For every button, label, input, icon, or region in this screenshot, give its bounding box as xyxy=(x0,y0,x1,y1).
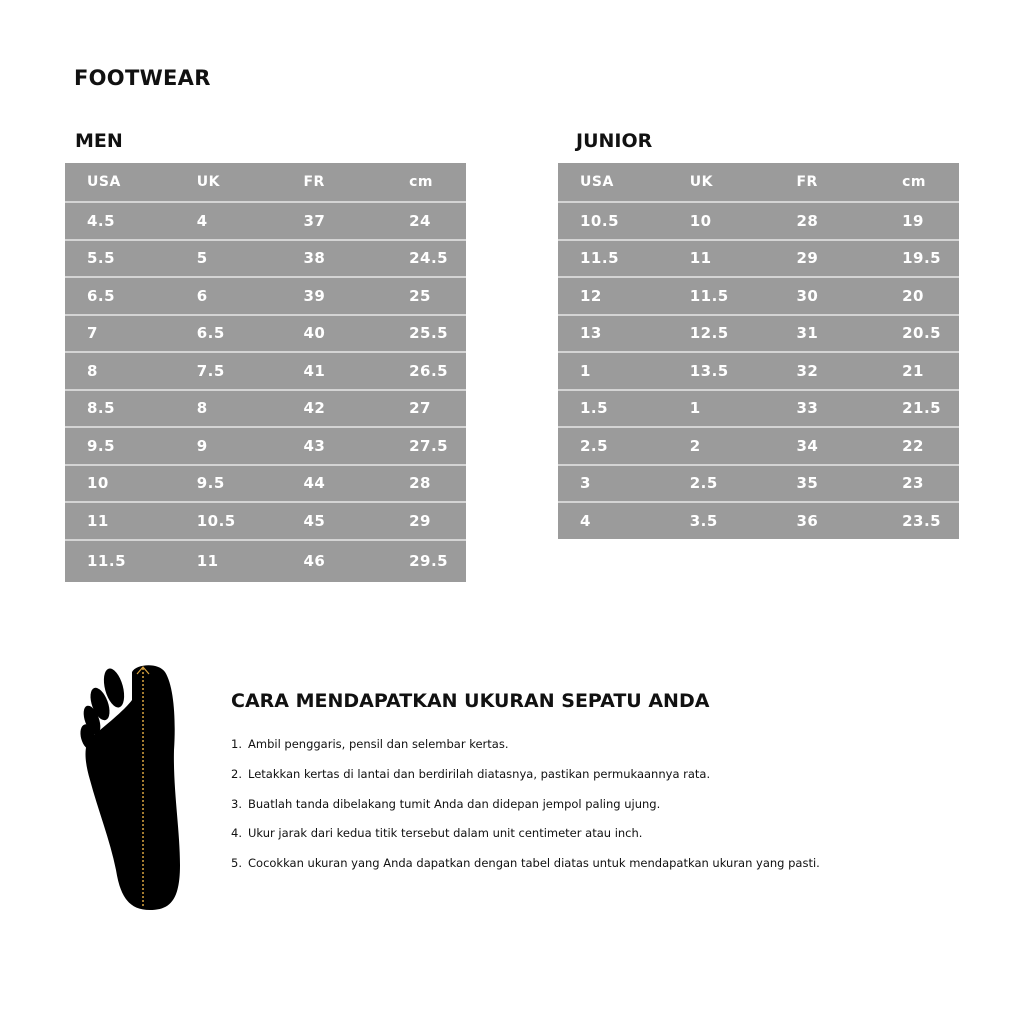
table-cell: 7 xyxy=(65,315,175,353)
step-number: 2. xyxy=(231,766,242,781)
table-cell: 22 xyxy=(880,427,959,465)
table-cell: 20.5 xyxy=(880,315,959,353)
table-row xyxy=(65,427,466,465)
table-cell: 2 xyxy=(668,427,775,465)
men-size-table xyxy=(65,163,466,582)
table-row xyxy=(558,277,959,315)
table-cell: 8.5 xyxy=(65,390,175,428)
table-cell: 2.5 xyxy=(558,427,668,465)
step-text: Cocokkan ukuran yang Anda dapatkan dengan tabel diatas untuk mendapatkan ukuran yang pasti. xyxy=(248,856,820,871)
table-row xyxy=(65,240,466,278)
table-cell: 5.5 xyxy=(65,240,175,278)
table-cell: 1 xyxy=(558,352,668,390)
table-cell: 20 xyxy=(880,277,959,315)
page-title: FOOTWEAR xyxy=(74,66,211,90)
table-header-row xyxy=(558,163,959,202)
table-row xyxy=(65,465,466,503)
table-cell: 9.5 xyxy=(175,465,282,503)
table-cell: 42 xyxy=(281,390,387,428)
junior-size-table xyxy=(558,163,959,539)
column-header: cm xyxy=(902,174,926,190)
table-row xyxy=(65,315,466,353)
guide-step xyxy=(231,767,820,797)
table-cell: 21 xyxy=(880,352,959,390)
table-cell: 23 xyxy=(880,465,959,503)
table-row xyxy=(558,465,959,503)
table-cell: 2.5 xyxy=(668,465,775,503)
guide-step xyxy=(231,856,820,886)
table-cell: 11.5 xyxy=(65,540,175,582)
table-cell: 6.5 xyxy=(175,315,282,353)
column-header: UK xyxy=(689,174,713,190)
table-row xyxy=(558,240,959,278)
table-cell: 10.5 xyxy=(558,202,668,240)
table-cell: 24 xyxy=(387,202,466,240)
table-row xyxy=(558,427,959,465)
table-cell: 11.5 xyxy=(558,240,668,278)
table-cell: 35 xyxy=(774,465,880,503)
table-cell: 44 xyxy=(281,465,387,503)
table-cell: 29.5 xyxy=(387,540,466,582)
table-cell: 3 xyxy=(558,465,668,503)
table-row xyxy=(65,352,466,390)
column-header: USA xyxy=(87,174,121,190)
table-cell: 24.5 xyxy=(387,240,466,278)
table-cell: 31 xyxy=(774,315,880,353)
table-cell: 27.5 xyxy=(387,427,466,465)
table-cell: 9 xyxy=(175,427,282,465)
table-cell: 27 xyxy=(387,390,466,428)
table-cell: 4.5 xyxy=(65,202,175,240)
table-row xyxy=(65,502,466,540)
column-header: cm xyxy=(409,174,433,190)
table-row xyxy=(558,315,959,353)
junior-title: JUNIOR xyxy=(576,130,653,152)
table-cell: 4 xyxy=(558,502,668,539)
step-text: Ambil penggaris, pensil dan selembar kertas. xyxy=(248,737,509,751)
table-cell: 11 xyxy=(65,502,175,540)
guide-step xyxy=(231,826,820,856)
table-cell: 9.5 xyxy=(65,427,175,465)
step-number: 4. xyxy=(231,826,242,841)
table-cell: 8 xyxy=(65,352,175,390)
table-cell: 4 xyxy=(175,202,282,240)
table-cell: 29 xyxy=(774,240,880,278)
guide-steps xyxy=(231,737,820,886)
table-cell: 45 xyxy=(281,502,387,540)
table-cell: 11 xyxy=(668,240,775,278)
table-cell: 10.5 xyxy=(175,502,282,540)
table-row xyxy=(65,540,466,582)
table-cell: 11 xyxy=(175,540,282,582)
table-cell: 19.5 xyxy=(880,240,959,278)
table-cell: 25 xyxy=(387,277,466,315)
table-cell: 34 xyxy=(774,427,880,465)
table-cell: 46 xyxy=(281,540,387,582)
step-number: 3. xyxy=(231,796,242,811)
guide-title: CARA MENDAPATKAN UKURAN SEPATU ANDA xyxy=(231,690,710,712)
table-cell: 26.5 xyxy=(387,352,466,390)
foot-measure-icon xyxy=(70,660,200,920)
table-cell: 5 xyxy=(175,240,282,278)
table-cell: 29 xyxy=(387,502,466,540)
table-header-row xyxy=(65,163,466,202)
step-number: 1. xyxy=(231,737,242,751)
table-cell: 12 xyxy=(558,277,668,315)
guide-step xyxy=(231,737,820,767)
table-row xyxy=(558,502,959,539)
table-cell: 11.5 xyxy=(668,277,775,315)
table-cell: 23.5 xyxy=(880,502,959,539)
table-cell: 6 xyxy=(175,277,282,315)
table-cell: 13.5 xyxy=(668,352,775,390)
column-header: FR xyxy=(796,174,818,190)
guide-step xyxy=(231,797,820,827)
table-cell: 8 xyxy=(175,390,282,428)
table-row xyxy=(65,202,466,240)
table-cell: 10 xyxy=(668,202,775,240)
table-cell: 19 xyxy=(880,202,959,240)
table-row xyxy=(558,352,959,390)
step-text: Letakkan kertas di lantai dan berdirilah diatasnya, pastikan permukaannya rata. xyxy=(248,766,711,781)
column-header: USA xyxy=(580,174,614,190)
step-text: Buatlah tanda dibelakang tumit Anda dan didepan jempol paling ujung. xyxy=(248,796,661,811)
table-cell: 40 xyxy=(281,315,387,353)
table-row xyxy=(558,390,959,428)
table-cell: 21.5 xyxy=(880,390,959,428)
table-row xyxy=(65,390,466,428)
table-cell: 6.5 xyxy=(65,277,175,315)
table-cell: 41 xyxy=(281,352,387,390)
table-row xyxy=(65,277,466,315)
table-cell: 28 xyxy=(387,465,466,503)
step-text: Ukur jarak dari kedua titik tersebut dalam unit centimeter atau inch. xyxy=(248,826,643,841)
table-cell: 37 xyxy=(281,202,387,240)
table-cell: 36 xyxy=(774,502,880,539)
men-title: MEN xyxy=(75,130,123,152)
table-cell: 10 xyxy=(65,465,175,503)
step-number: 5. xyxy=(231,856,242,871)
table-cell: 13 xyxy=(558,315,668,353)
table-row xyxy=(558,202,959,240)
table-cell: 12.5 xyxy=(668,315,775,353)
table-cell: 43 xyxy=(281,427,387,465)
table-cell: 28 xyxy=(774,202,880,240)
table-cell: 33 xyxy=(774,390,880,428)
table-cell: 1.5 xyxy=(558,390,668,428)
table-cell: 1 xyxy=(668,390,775,428)
column-header: UK xyxy=(196,174,220,190)
table-cell: 3.5 xyxy=(668,502,775,539)
table-cell: 7.5 xyxy=(175,352,282,390)
table-cell: 38 xyxy=(281,240,387,278)
column-header: FR xyxy=(303,174,325,190)
table-cell: 30 xyxy=(774,277,880,315)
table-cell: 25.5 xyxy=(387,315,466,353)
table-cell: 32 xyxy=(774,352,880,390)
table-cell: 39 xyxy=(281,277,387,315)
